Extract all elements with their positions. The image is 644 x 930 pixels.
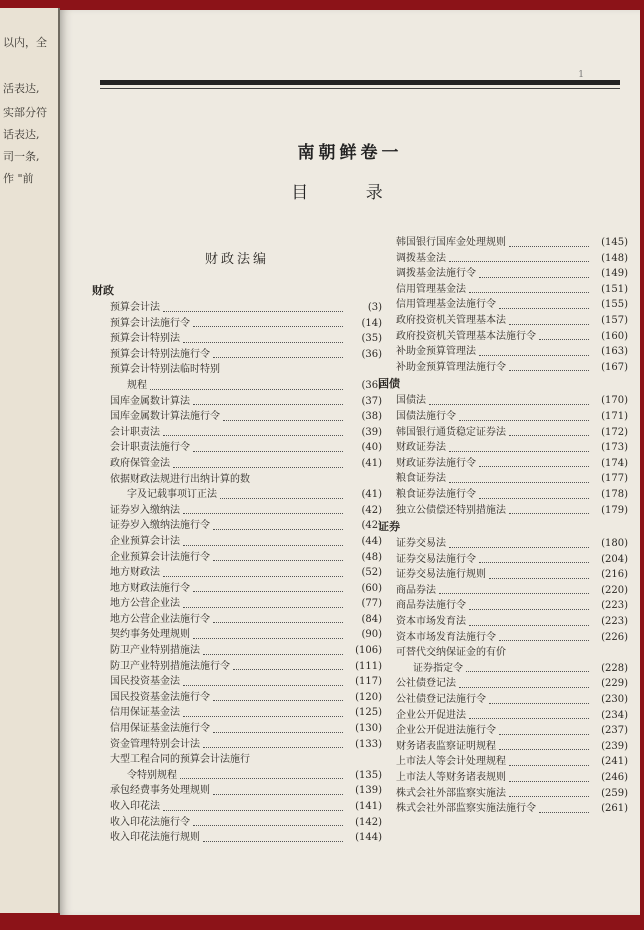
toc-entry [92, 487, 382, 503]
toc-entry-page: (141) [355, 801, 382, 812]
toc-entry [92, 596, 382, 612]
dot-leader [213, 700, 343, 701]
category-heading: 国债 [378, 377, 400, 391]
toc-entry [378, 786, 628, 802]
toc-entry-page: (14) [361, 317, 382, 329]
dot-leader [213, 622, 343, 623]
toc-entry [378, 692, 628, 708]
dot-leader [203, 841, 343, 842]
toc-entry-title: 会计职责法 [110, 426, 160, 438]
dot-leader [499, 308, 589, 309]
toc-entry-title: 财政证券法 [396, 442, 446, 454]
dot-leader [193, 591, 343, 592]
toc-entry [378, 708, 628, 724]
toc-entry-page: (38) [361, 411, 382, 423]
dot-leader [479, 562, 589, 563]
dot-leader [479, 466, 589, 467]
toc-entry-title: 公社债登记法 [396, 678, 456, 690]
toc-entry-title: 资本市场发育法施行令 [396, 631, 496, 643]
toc-entry [378, 630, 628, 646]
toc-entry [92, 674, 382, 690]
dot-leader [183, 342, 343, 343]
toc-entry-page: (178) [601, 488, 628, 500]
dot-leader [469, 292, 589, 293]
dot-leader [163, 435, 343, 436]
toc-entry-page: (223) [601, 600, 628, 612]
toc-entry-page: (151) [601, 283, 628, 295]
toc-entry [92, 425, 382, 441]
toc-entry [92, 518, 382, 534]
category-heading: 证券 [378, 520, 400, 534]
dot-leader [213, 529, 343, 530]
dot-leader [489, 578, 589, 579]
toc-entry-page: (90) [361, 629, 382, 641]
toc-entry-title: 国债法 [396, 395, 426, 407]
toc-entry-page: (163) [601, 346, 628, 358]
toc-entry-title: 粮食证券法 [396, 473, 446, 485]
dot-leader [213, 732, 343, 733]
toc-entry-page: (177) [601, 473, 628, 485]
dot-leader [180, 778, 343, 779]
toc-entry-title: 预算会计特别法临时特别 [110, 364, 220, 376]
toc-entry [378, 235, 628, 251]
toc-entry-title: 补助金预算管理法 [396, 346, 476, 358]
toc-entry-page: (239) [601, 740, 628, 752]
toc-entry-title: 上市法人等财务诸表规则 [396, 772, 506, 783]
toc-entry [92, 830, 382, 846]
toc-entry-title: 信用管理基金法 [396, 283, 466, 295]
toc-entry [92, 783, 382, 799]
toc-entry [378, 583, 628, 599]
dot-leader [466, 671, 589, 672]
toc-entry-page: (84) [361, 613, 382, 625]
toc-entry-title: 粮食证券法施行令 [396, 488, 476, 500]
toc-entry-title: 预算会计法施行令 [110, 317, 190, 329]
toc-entry [378, 471, 628, 487]
toc-entry [92, 659, 382, 675]
toc-entry-page: (167) [601, 361, 628, 373]
toc-entry-page: (259) [601, 787, 628, 799]
dot-leader [459, 420, 589, 421]
toc-entry-page: (180) [601, 538, 628, 550]
toc-entry [92, 534, 382, 550]
dot-leader [539, 339, 589, 340]
dot-leader [203, 747, 343, 748]
toc-entry [378, 425, 628, 441]
dot-leader [479, 277, 589, 278]
left-page-fragment: 以内，全 [3, 36, 47, 49]
toc-entry-title: 证券交易法施行规则 [396, 569, 486, 581]
toc-entry [378, 661, 628, 677]
toc-entry-page: (48) [361, 551, 382, 563]
toc-entry-page: (149) [601, 268, 628, 280]
dot-leader [509, 765, 589, 766]
toc-entry-page: (111) [355, 660, 382, 672]
toc-entry [92, 752, 382, 768]
toc-entry-title: 资本市场发育法 [396, 616, 466, 628]
toc-entry-page: (144) [355, 832, 382, 844]
toc-entry-page: (130) [355, 723, 382, 735]
toc-entry [92, 300, 382, 316]
toc-entry [378, 487, 628, 503]
toc-entry-title: 国民投资基金法 [110, 676, 180, 688]
toc-entry-page: (237) [601, 725, 628, 737]
left-page-fragment: 司一条, [3, 150, 40, 163]
toc-entry [378, 536, 628, 552]
toc-entry [378, 552, 628, 568]
toc-entry [378, 754, 628, 770]
toc-entry [378, 393, 628, 409]
toc-entry-page: (179) [601, 504, 628, 516]
toc-entry-page: (234) [601, 709, 628, 721]
toc-entry-page: (133) [355, 738, 382, 750]
dot-leader [183, 513, 343, 514]
toc-entry [378, 567, 628, 583]
dot-leader [213, 560, 343, 561]
dot-leader [449, 547, 589, 548]
dot-leader [173, 467, 343, 468]
dot-leader [449, 451, 589, 452]
toc-entry-title: 信用保证基金法 [110, 707, 180, 719]
dot-leader [163, 576, 343, 577]
dot-leader [183, 716, 343, 717]
toc-entry-page: (120) [355, 691, 382, 703]
toc-entry-page: (148) [601, 252, 628, 264]
header-thick-rule [100, 80, 620, 85]
toc-entry-title: 证券岁入缴纳法施行令 [110, 520, 210, 532]
toc-entry-page: (40) [361, 442, 382, 454]
toc-entry-title: 防卫产业特别措施法 [110, 645, 200, 657]
dot-leader [499, 749, 589, 750]
dot-leader [509, 781, 589, 782]
toc-entry-title: 株式会社外部监察实施法施行令 [396, 803, 536, 815]
toc-entry-list [378, 393, 628, 518]
toc-entry-title: 地方公营企业法 [110, 598, 180, 610]
toc-entry [92, 768, 382, 784]
toc-entry-title: 补助金预算管理法施行令 [396, 361, 506, 373]
section-heading: 财政法编 [204, 252, 269, 267]
toc-entry [92, 612, 382, 628]
toc-entry-title: 上市法人等会计处理规程 [396, 756, 506, 768]
dot-leader [193, 451, 343, 452]
category-heading: 财政 [92, 284, 114, 297]
dot-leader [193, 825, 343, 826]
toc-entry-page: (77) [361, 598, 382, 610]
volume-title: 南朝鲜卷一 [297, 143, 403, 163]
toc-entry-title: 收入印花法施行令 [110, 816, 190, 828]
toc-entry [92, 565, 382, 581]
toc-entry [378, 344, 628, 360]
toc-entry [378, 723, 628, 739]
toc-entry-title: 商品券法施行令 [396, 600, 466, 612]
toc-entry-page: (220) [601, 584, 628, 596]
toc-entry-page: (204) [601, 553, 628, 565]
toc-entry [92, 690, 382, 706]
dot-leader [193, 404, 343, 405]
toc-entry [378, 282, 628, 298]
toc-entry [378, 645, 628, 661]
toc-entry [378, 329, 628, 345]
toc-entry-title: 收入印花法 [110, 801, 160, 812]
dot-leader [509, 370, 589, 371]
toc-entry-title: 企业公开促进法施行令 [396, 725, 496, 737]
toc-entry [378, 676, 628, 692]
dot-leader [150, 389, 343, 390]
toc-entry-page: (160) [601, 330, 628, 342]
toc-entry [92, 456, 382, 472]
toc-entry-page: (41) [361, 489, 382, 501]
toc-entry-page: (230) [601, 694, 628, 706]
toc-entry-page: (139) [355, 785, 382, 797]
toc-entry-list [92, 300, 382, 846]
toc-entry-title: 证券指定令 [413, 662, 463, 674]
dot-leader [439, 593, 589, 594]
toc-entry-title: 财政证券法施行令 [396, 457, 476, 469]
toc-entry [92, 503, 382, 519]
toc-entry-title: 证券岁入缴纳法 [110, 504, 180, 516]
toc-entry-page: (37) [361, 395, 382, 407]
dot-leader [539, 812, 589, 813]
dot-leader [213, 794, 343, 795]
toc-entry-page: (106) [355, 645, 382, 657]
toc-entry-page: (142) [355, 816, 382, 828]
dot-leader [509, 513, 589, 514]
dot-leader [183, 607, 343, 608]
toc-entry-title: 企业公开促进法 [396, 709, 466, 721]
dot-leader [469, 609, 589, 610]
toc-entry-title: 韩国银行通货稳定证券法 [396, 426, 506, 438]
toc-entry-page: (41) [361, 457, 382, 469]
toc-entry [92, 316, 382, 332]
toc-title: 目 录 [291, 183, 409, 203]
dot-leader [203, 654, 343, 655]
toc-entry [378, 739, 628, 755]
toc-entry-title: 企业预算会计法 [110, 535, 180, 547]
toc-entry-title: 大型工程合同的预算会计法施行 [110, 754, 250, 766]
toc-entry-page: (229) [601, 678, 628, 690]
toc-entry-list [378, 536, 628, 817]
toc-entry [378, 598, 628, 614]
toc-entry [378, 409, 628, 425]
toc-entry [92, 440, 382, 456]
left-page-fragment: 作 "前 [3, 172, 34, 185]
toc-entry-page: (52) [361, 567, 382, 579]
toc-entry-title: 依据财政法规进行出纳计算的数 [110, 473, 250, 485]
dot-leader [183, 685, 343, 686]
toc-entry [92, 347, 382, 363]
toc-entry-title: 令特别规程 [127, 769, 177, 781]
dot-leader [449, 261, 589, 262]
toc-entry [378, 503, 628, 519]
dot-leader [163, 810, 343, 811]
toc-entry [92, 378, 382, 394]
toc-entry-title: 政府投资机关管理基本法施行令 [396, 330, 536, 342]
toc-entry [378, 770, 628, 786]
toc-entry [378, 251, 628, 267]
toc-entry [378, 456, 628, 472]
toc-entry-title: 政府投资机关管理基本法 [396, 314, 506, 326]
toc-entry-page: (35) [361, 333, 382, 345]
toc-entry-page: (155) [601, 299, 628, 311]
dot-leader [163, 311, 343, 312]
dot-leader [213, 357, 343, 358]
dot-leader [469, 718, 589, 719]
dot-leader [459, 687, 589, 688]
toc-entry-page: (42) [361, 504, 382, 516]
header-thin-rule [100, 88, 620, 89]
toc-entry-title: 证券交易法施行令 [396, 553, 476, 565]
toc-entry [92, 581, 382, 597]
toc-right-column [378, 235, 628, 817]
toc-entry-title: 预算会计特别法 [110, 333, 180, 345]
toc-left-column [92, 248, 382, 846]
toc-entry-page: (173) [601, 442, 628, 454]
toc-entry [378, 614, 628, 630]
toc-entry-page: (125) [355, 707, 382, 719]
toc-entry-title: 契约事务处理规则 [110, 629, 190, 641]
toc-entry [92, 737, 382, 753]
toc-entry [92, 394, 382, 410]
toc-entry-title: 国库金属数计算法 [110, 395, 190, 407]
toc-entry [92, 331, 382, 347]
toc-entry-page: (135) [355, 769, 382, 781]
dot-leader [509, 435, 589, 436]
toc-entry-page: (170) [601, 395, 628, 407]
dot-leader [499, 640, 589, 641]
page-mark: 1 [578, 70, 584, 80]
toc-entry [92, 409, 382, 425]
toc-entry-page: (44) [361, 535, 382, 547]
dot-leader [193, 326, 343, 327]
toc-entry [92, 362, 382, 378]
toc-entry-title: 预算会计特别法施行令 [110, 348, 210, 360]
toc-entry-title: 商品券法 [396, 584, 436, 596]
toc-entry [92, 721, 382, 737]
toc-entry-title: 企业预算会计法施行令 [110, 551, 210, 563]
toc-entry-list [378, 235, 628, 375]
toc-entry-page: (228) [601, 662, 628, 674]
toc-entry [92, 643, 382, 659]
toc-entry-page: (246) [601, 772, 628, 783]
toc-entry [92, 550, 382, 566]
toc-entry-page: (117) [355, 676, 382, 688]
toc-entry-title: 地方公营企业法施行令 [110, 613, 210, 625]
toc-entry [92, 705, 382, 721]
toc-entry-page: (171) [601, 410, 628, 422]
book-page [60, 10, 640, 915]
dot-leader [429, 404, 589, 405]
toc-entry-title: 证券交易法 [396, 538, 446, 550]
toc-entry-title: 信用管理基金法施行令 [396, 299, 496, 311]
dot-leader [220, 498, 343, 499]
toc-entry-title: 预算会计法 [110, 302, 160, 313]
toc-entry [378, 266, 628, 282]
left-page-edge [0, 8, 60, 913]
dot-leader [193, 638, 343, 639]
dot-leader [489, 703, 589, 704]
toc-entry-title: 株式会社外部监察实施法 [396, 787, 506, 799]
toc-entry-title: 财务诸表监察证明规程 [396, 740, 496, 752]
toc-entry-page: (145) [601, 237, 628, 248]
toc-entry [378, 360, 628, 376]
toc-entry-title: 地方财政法施行令 [110, 582, 190, 594]
dot-leader [499, 734, 589, 735]
toc-entry [92, 627, 382, 643]
toc-entry-page: (216) [601, 569, 628, 581]
toc-entry [378, 801, 628, 817]
toc-entry-title: 信用保证基金法施行令 [110, 723, 210, 735]
toc-entry-page: (174) [601, 457, 628, 469]
toc-entry-title: 地方财政法 [110, 567, 160, 579]
dot-leader [469, 625, 589, 626]
dot-leader [509, 246, 589, 247]
toc-entry-title: 字及记载事项订正法 [127, 489, 217, 501]
toc-entry-title: 公社债登记法施行令 [396, 694, 486, 706]
toc-entry-title: 会计职责法施行令 [110, 442, 190, 454]
dot-leader [223, 420, 343, 421]
toc-entry-page: (223) [601, 616, 628, 628]
toc-entry-title: 调拨基金法施行令 [396, 268, 476, 280]
dot-leader [183, 545, 343, 546]
left-page-fragment: 话表达, [3, 128, 40, 141]
toc-entry-title: 资金管理特别会计法 [110, 738, 200, 750]
toc-entry-page: (36) [361, 379, 382, 391]
toc-entry-page: (42) [361, 520, 382, 532]
left-page-fragment: 活表达, [3, 82, 40, 95]
toc-entry-title: 国民投资基金法施行令 [110, 691, 210, 703]
toc-entry-page: (261) [601, 803, 628, 815]
toc-entry [378, 313, 628, 329]
left-page-fragment: 实部分符 [3, 106, 47, 119]
toc-entry-title: 政府保管金法 [110, 457, 170, 469]
toc-entry-page: (157) [601, 314, 628, 326]
toc-entry-title: 防卫产业特别措施法施行令 [110, 660, 230, 672]
toc-entry [92, 472, 382, 488]
toc-entry-title: 韩国银行国库金处理规则 [396, 237, 506, 248]
dot-leader [509, 796, 589, 797]
dot-leader [479, 355, 589, 356]
toc-entry-title: 可替代交纳保证金的有价 [396, 647, 506, 659]
toc-entry [92, 799, 382, 815]
dot-leader [233, 669, 343, 670]
toc-entry-page: (39) [361, 426, 382, 438]
toc-entry-page: (60) [361, 582, 382, 594]
toc-entry-page: (226) [601, 631, 628, 643]
dot-leader [449, 482, 589, 483]
toc-entry-title: 承包经费事务处理规则 [110, 785, 210, 797]
toc-entry-page: (3) [367, 302, 382, 313]
dot-leader [479, 498, 589, 499]
toc-entry [378, 297, 628, 313]
toc-entry-title: 国债法施行令 [396, 410, 456, 422]
dot-leader [509, 324, 589, 325]
toc-entry [378, 440, 628, 456]
toc-entry-title: 独立公债偿还特别措施法 [396, 504, 506, 516]
toc-entry-page: (36) [361, 348, 382, 360]
toc-entry-page: (241) [601, 756, 628, 768]
toc-entry-title: 规程 [127, 379, 147, 391]
toc-entry-page: (172) [601, 426, 628, 438]
toc-entry [92, 815, 382, 831]
toc-entry-title: 调拨基金法 [396, 252, 446, 264]
toc-entry-title: 国库金属数计算法施行令 [110, 411, 220, 423]
toc-entry-title: 收入印花法施行规则 [110, 832, 200, 844]
